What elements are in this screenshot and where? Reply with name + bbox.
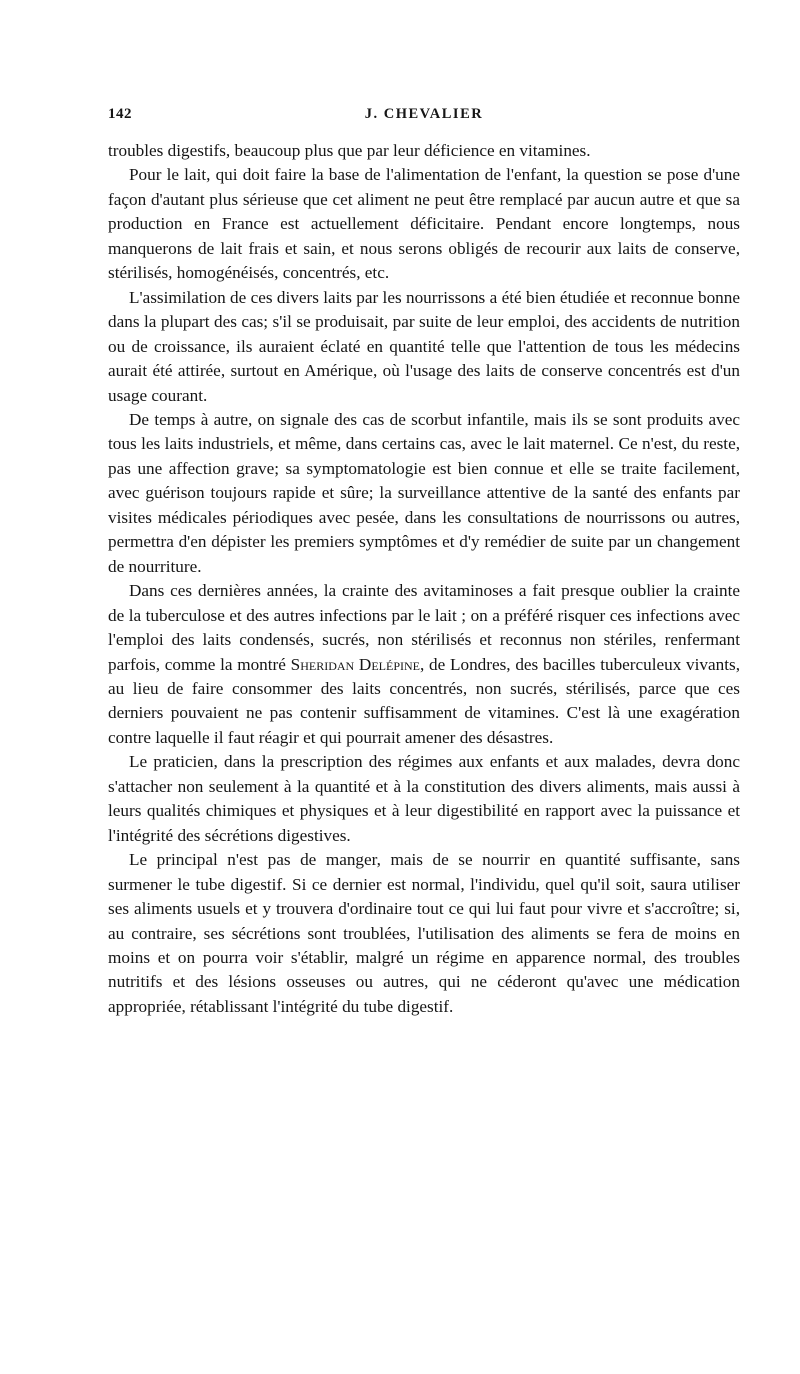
paragraph-text: Dans ces dernières années, la crainte des avitaminoses a fait presque oublier la crainte de la tuberculose et des autres infections par le lait ; on a préféré risquer ces infections avec l'emploi des laits condensés, sucrés, non stérilisés et reconnus non stériles, renfermant parfois, comme la montré xyxy=(108,581,740,674)
paragraph: Le praticien, dans la prescription des régimes aux enfants et aux malades, devra donc s'attacher non seulement à la quantité et à la constitution des divers aliments, mais aussi à leurs qualités chimiques et physiques et à leur digestibilité en rapport avec la puissance et l'intégrité des sécrétions digestives. xyxy=(108,752,740,845)
body-text xyxy=(108,139,740,1019)
paragraph: Le principal n'est pas de manger, mais de se nourrir en quantité suffisante, sans surmener le tube digestif. Si ce dernier est normal, l'individu, quel qu'il soit, saura utiliser ses aliments usuels et y trouvera d'ordinaire tout ce qui lui faut pour vivre et s'accroître; si, au contraire, ses sécrétions sont troublées, l'utilisation des aliments se fera de moins en moins et on pourra voir s'établir, malgré un régime en apparence normal, des troubles nutritifs et des lésions osseuses ou autres, qui ne céderont qu'avec une médication appropriée, rétablissant l'intégrité du tube digestif. xyxy=(108,850,740,1016)
paragraph: L'assimilation de ces divers laits par les nourrissons a été bien étudiée et reconnue bonne dans la plupart des cas; s'il se produisait, par suite de leur emploi, des accidents de nutrition ou de croissance, ils auraient éclaté en quantité telle que l'attention de tous les médecins aurait été attirée, surtout en Amérique, où l'usage des laits de conserve concentrés est d'un usage courant. xyxy=(108,287,740,405)
paragraph: Pour le lait, qui doit faire la base de l'alimentation de l'enfant, la question se pose d'une façon d'autant plus sérieuse que cet aliment ne peut être remplacé par aucun autre et que sa production en France est actuellement déficitaire. Pendant encore longtemps, nous manquerons de lait frais et sain, et nous serons obligés de recourir aux laits de conserve, stérilisés, homogénéisés, concentrés, etc. xyxy=(108,165,740,283)
paragraph-text: , de Londres, des bacilles tuberculeux vivants, au lieu de faire consommer des laits concentrés, non sucrés, stérilisés, parce que ces derniers pouvaient ne pas contenir suffisamment de vitamines. C'est là une exagération contre laquelle il faut réagir et qui pourrait amener des désastres. xyxy=(108,654,741,747)
author-name: Sheridan Delépine xyxy=(290,654,420,674)
paragraph: troubles digestifs, beaucoup plus que par leur déficience en vitamines. xyxy=(108,141,591,160)
paragraph: De temps à autre, on signale des cas de scorbut infantile, mais ils se sont produits avec tous les laits industriels, et même, dans certains cas, avec le lait maternel. Ce n'est, du reste, pas une affection grave; sa symptomatologie est bien connue et elle se traite facilement, avec guérison toujours rapide et sûre; la surveillance attentive de la santé des enfants par visites médicales périodiques avec pesée, dans les consultations de nourrissons ou autres, permettra d'en dépister les premiers symptômes et d'y remédier de suite par un changement de nourriture. xyxy=(108,409,740,576)
paragraph xyxy=(108,579,740,750)
page-header xyxy=(108,106,740,130)
page-number: 142 xyxy=(108,106,132,122)
running-head: J. CHEVALIER xyxy=(364,106,484,122)
